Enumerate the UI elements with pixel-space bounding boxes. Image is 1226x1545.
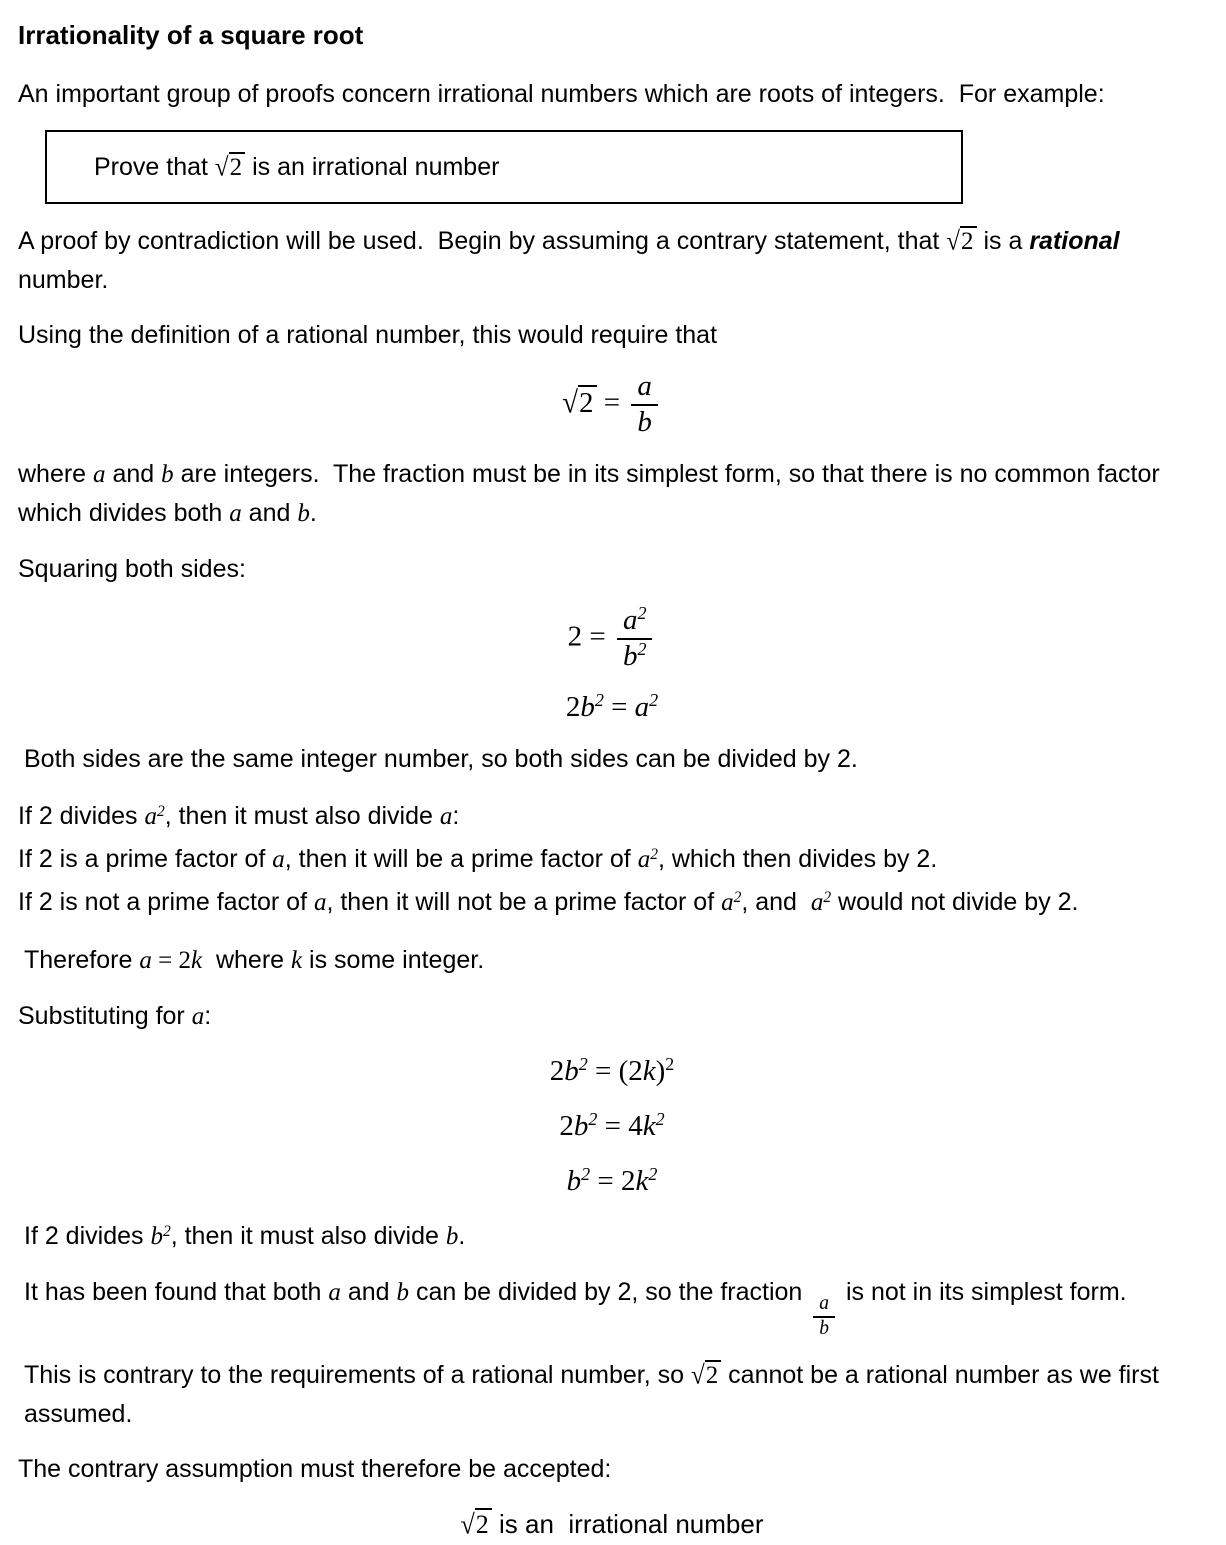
proof-intro-paragraph: A proof by contradiction will be used. Begin by assuming a contrary statement, that √2 is a rational number.: [18, 227, 1127, 294]
prove-statement-box: [45, 130, 963, 204]
fraction: $\frac{a}{b}$: [631, 371, 658, 439]
substituting-paragraph: Substituting for a:: [18, 1002, 212, 1031]
equation-sqrt2-equals-a-over-b: √2 = $\frac{a}{b}$: [18, 371, 1206, 439]
contrary-paragraph: This is contrary to the requirements of a rational number, so √2 cannot be a rational number as we first assumed.: [24, 1361, 1166, 1429]
found-paragraph: It has been found that both a and b can be divided by 2, so the fraction $\frac{a}{b}$ is not in its simplest form.: [24, 1278, 1127, 1339]
therefore-paragraph: Therefore a = 2k where k is some integer.: [24, 946, 485, 975]
square-root: √2: [691, 1362, 721, 1389]
both-sides-paragraph: Both sides are the same integer number, so both sides can be divided by 2.: [24, 745, 858, 774]
square-root: √2: [215, 154, 245, 181]
equation-2-equals-a2-over-b2: 2 = $\frac{a^2}{b^2}$: [18, 605, 1206, 673]
fraction: $\frac{a}{b}$: [813, 1294, 835, 1339]
if2-line-3: If 2 is not a prime factor of a, then it will not be a prime factor of $a^2$, and $a^2$ would not divide by 2.: [18, 888, 1079, 917]
equation-2b2-equals-2k-squared: $2b^2 = (2k)^2$: [549, 1054, 675, 1088]
equation-2b2-equals-4k2: $2b^2 = 4k^2$: [559, 1109, 665, 1142]
square-root: √2: [461, 1510, 492, 1539]
using-definition-paragraph: Using the definition of a rational number, this would require that: [18, 321, 718, 349]
if2-line-1: If 2 divides $a^2$, then it must also divide a:: [18, 802, 460, 831]
page-title: Irrationality of a square root: [18, 20, 364, 50]
accept-intro-paragraph: The contrary assumption must therefore be accepted:: [18, 1455, 612, 1484]
equation-b2-equals-2k2: $b^2 = 2k^2$: [566, 1163, 658, 1197]
conclusion-statement: √2 is an irrational number: [460, 1509, 764, 1540]
square-root: √2: [562, 387, 596, 419]
prove-statement-text: Prove that √2 is an irrational number: [94, 152, 500, 182]
square-root: √2: [946, 228, 976, 255]
squaring-paragraph: Squaring both sides:: [18, 554, 246, 583]
intro-paragraph: An important group of proofs concern irrational numbers which are roots of integers. For example:: [18, 80, 1105, 108]
where-a-b-paragraph: where a and b are integers. The fraction must be in its simplest form, so that there is no common factor which divides both a and b.: [18, 459, 1167, 527]
if2-divides-b2-paragraph: If 2 divides $b^2$, then it must also divide b.: [24, 1222, 466, 1251]
if2-line-2: If 2 is a prime factor of a, then it will be a prime factor of $a^2$, which then divides by 2.: [18, 845, 938, 874]
substitution-equations: [18, 1053, 1206, 1200]
fraction: $\frac{a^2}{b^2}$: [617, 605, 652, 673]
equation-2b2-equals-a2: $2b^2 = a^2$: [565, 689, 659, 723]
if2-divides-block: [18, 795, 1206, 924]
